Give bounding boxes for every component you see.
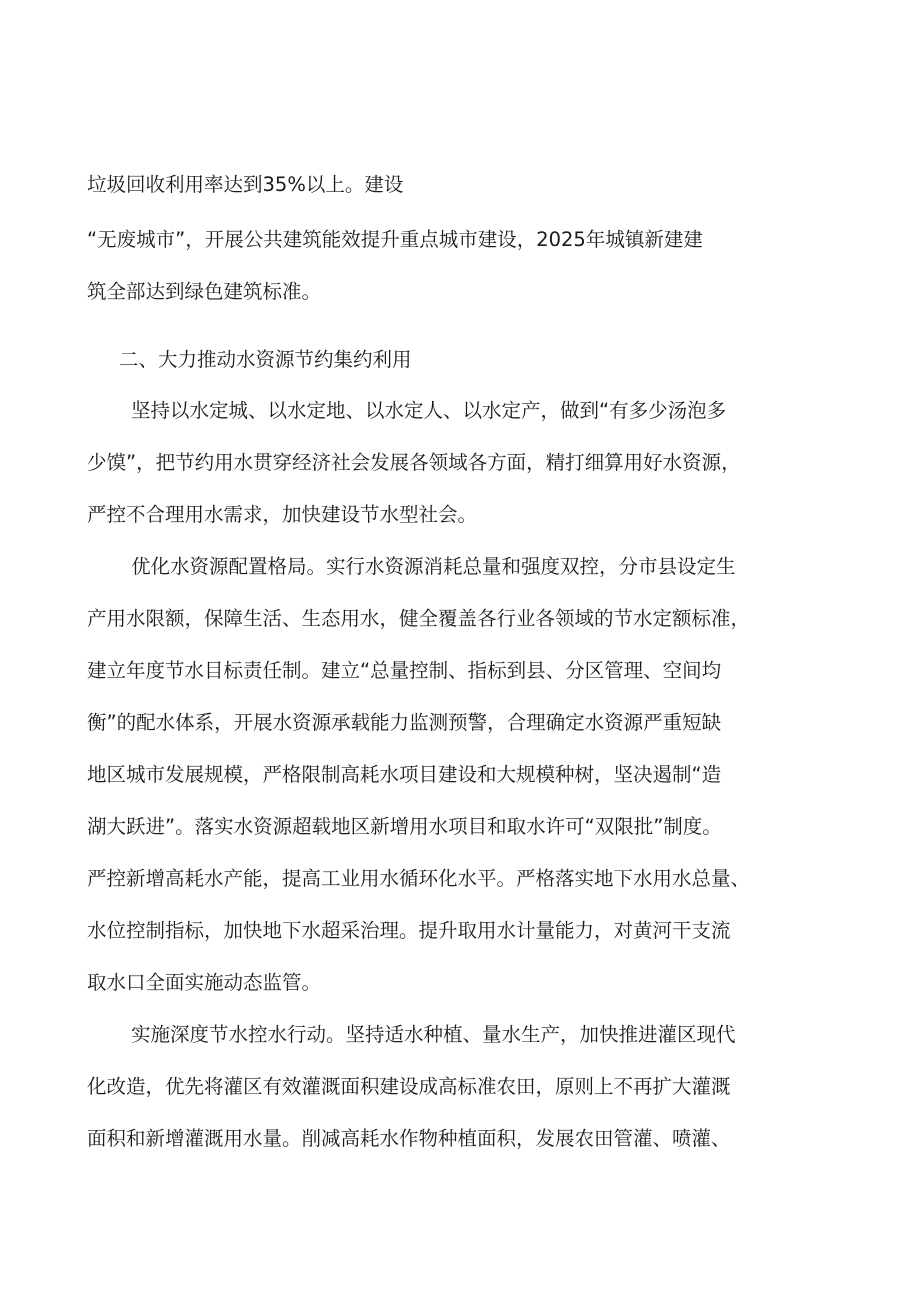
text-line: 筑全部达到绿色建筑标准。 <box>87 280 322 303</box>
text-line: 少馍”，把节约用水贯穿经济社会发展各领域各方面，精打细算用好水资源， <box>87 451 741 474</box>
text-line: 建立年度节水目标责任制。建立“总量控制、指标到县、分区管理、空间均 <box>87 659 722 682</box>
text-line: 水位控制指标，加快地下水超采治理。提升取用水计量能力，对黄河干支流 <box>87 919 731 942</box>
text-line: 产用水限额，保障生活、生态用水，健全覆盖各行业各领域的节水定额标准， <box>87 607 751 630</box>
text-line: 面积和新增灌溉用水量。削减高耗水作物种植面积，发展农田管灌、喷灌、 <box>87 1127 731 1150</box>
text-line: 严控不合理用水需求，加快建设节水型社会。 <box>87 503 478 526</box>
text-line: 垃圾回收利用率达到35%以上。建设 <box>87 173 404 196</box>
paragraph-first-line: 实施深度节水控水行动。坚持适水种植、量水生产，加快推进灌区现代 <box>131 1023 736 1046</box>
text-line: 湖大跃进”。落实水资源超载地区新增用水项目和取水许可“双限批”制度。 <box>87 815 722 838</box>
paragraph-first-line: 坚持以水定城、以水定地、以水定人、以水定产，做到“有多少汤泡多 <box>131 399 727 422</box>
text-line: 化改造，优先将灌区有效灌溉面积建设成高标准农田，原则上不再扩大灌溉 <box>87 1075 731 1098</box>
text-line: 衡”的配水体系，开展水资源承载能力监测预警，合理确定水资源严重短缺 <box>87 711 722 734</box>
section-heading: 二、大力推动水资源节约集约利用 <box>119 348 412 371</box>
text-line: 取水口全面实施动态监管。 <box>87 971 322 994</box>
text-line: 严控新增高耗水产能，提高工业用水循环化水平。严格落实地下水用水总量、 <box>87 867 751 890</box>
paragraph-first-line: 优化水资源配置格局。实行水资源消耗总量和强度双控，分市县设定生 <box>131 555 736 578</box>
text-line: 地区城市发展规模，严格限制高耗水项目建设和大规模种树，坚决遏制“造 <box>87 763 722 786</box>
text-line: “无废城市”，开展公共建筑能效提升重点城市建设，2025年城镇新建建 <box>87 228 703 251</box>
